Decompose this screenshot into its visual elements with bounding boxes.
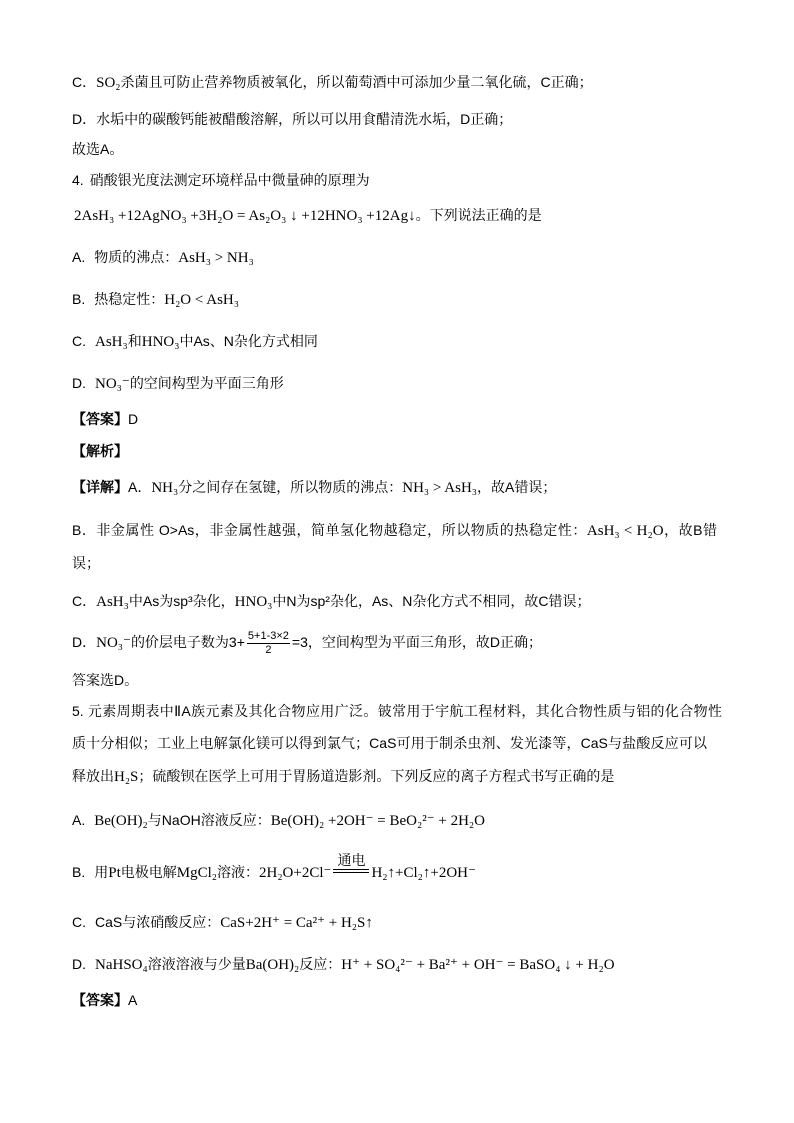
reaction-condition-label: 通电 — [337, 852, 366, 868]
answer-value: A — [128, 992, 138, 1008]
so2-formula: SO₂ — [96, 75, 121, 91]
q5-option-d — [72, 954, 615, 975]
detail-label: D． — [72, 111, 97, 127]
q4-detail-a — [72, 477, 556, 498]
detail-text: 分之间存在氢键，所以物质的沸点： — [178, 479, 403, 495]
option-formula: NaOH — [161, 812, 201, 828]
ionic-equation: Be(OH)₂ +2OH⁻ = BeO₂²⁻ + 2H₂O — [270, 813, 485, 829]
option-text: 和 — [127, 333, 142, 349]
detail-text: 杀菌且可防止营养物质被氧化，所以葡萄酒中可添加少量二氧化硫，C正确； — [120, 74, 593, 90]
q4-detail-c — [72, 591, 591, 612]
fraction-numerator: 5+1-3×2 — [247, 630, 289, 642]
option-text: 反应： — [299, 956, 342, 972]
q5-option-b — [72, 852, 476, 883]
q4-option-b — [72, 289, 239, 310]
option-formula: AsH₃ — [95, 334, 128, 350]
reaction-equation: 2AsH₃ +12AgNO₃ +3H₂O = As₂O₃ ↓ +12HNO₃ +12Ag↓ — [74, 208, 416, 224]
equation-lhs: 2H₂O+2Cl⁻ — [259, 865, 332, 881]
q4-conclusion: 答案选D。 — [72, 672, 139, 688]
detail-text: 中N为sp²杂化，As、N杂化方式不相同，故C错误； — [272, 593, 591, 609]
q3-detail-option-d — [72, 109, 512, 129]
detail-label: C． — [72, 74, 97, 90]
detail-text: B．非金属性 O>As，非金属性越强，简单氢化物越稳定，所以物质的热稳定性： — [72, 522, 587, 538]
option-text: 热稳定性： — [94, 291, 165, 307]
option-text: 与 — [147, 812, 162, 828]
q5-stem-line-2: 质十分相似；工业上电解氯化镁可以得到氯气；CaS可用于制杀虫剂、发光漆等，CaS与盐酸反应可以 — [72, 735, 707, 751]
detail-text: 的价层电子数为3+ — [130, 634, 245, 651]
detail-formula: AsH₃ < H₂O — [586, 523, 664, 539]
detail-text: =3，空间构型为平面三角形，故D正确； — [291, 634, 542, 651]
q3-detail-option-c — [72, 72, 593, 93]
q5-option-c — [72, 912, 373, 933]
detail-formula: NH₃ > AsH₃ — [402, 480, 478, 496]
detail-text: 中As为sp³杂化， — [128, 593, 235, 609]
q5-answer — [72, 990, 137, 1010]
q5-option-a — [72, 810, 485, 831]
q4-detail-d — [72, 630, 542, 657]
valence-electron-fraction — [247, 630, 290, 657]
ionic-equation: H⁺ + SO₄²⁻ + Ba²⁺ + OH⁻ = BaSO₄ ↓ + H₂O — [341, 957, 615, 973]
option-text: 溶液反应： — [200, 812, 271, 828]
answer-tag: 【答案】 — [72, 992, 128, 1008]
option-formula: NO₃⁻ — [95, 376, 130, 392]
q4-detail-b — [72, 520, 717, 541]
q4-answer — [72, 409, 138, 429]
question-number: 4. — [72, 172, 84, 188]
ionic-equation: CaS+2H⁺ = Ca²⁺ + H₂S↑ — [220, 915, 373, 931]
q4-option-c — [72, 331, 318, 352]
q4-analysis-tag: 【解析】 — [72, 443, 128, 459]
option-label: C. — [72, 914, 86, 930]
detail-formula: AsH₃ — [96, 594, 129, 610]
option-formula: H₂O < AsH₃ — [164, 292, 239, 308]
fraction-denominator: 2 — [265, 644, 272, 656]
detail-text: ，故A错误； — [477, 479, 557, 495]
detail-label: A． — [128, 479, 152, 495]
reaction-condition-bar — [333, 869, 369, 873]
option-label: D. — [72, 956, 86, 972]
answer-tag: 【答案】 — [72, 411, 128, 427]
detail-formula: NH₃ — [151, 480, 179, 496]
equation-rhs: H₂↑+Cl₂↑+2OH⁻ — [371, 865, 476, 881]
option-formula: HNO₃ — [141, 334, 180, 350]
q3-conclusion: 故选A。 — [72, 141, 124, 157]
option-text: 的空间构型为平面三角形 — [129, 375, 284, 391]
detail-formula: NO₃⁻ — [96, 635, 131, 652]
detail-formula: HNO₃ — [234, 594, 273, 610]
option-formula: MgCl₂ — [176, 865, 217, 881]
option-text: 溶液溶液与少量 — [147, 956, 246, 972]
option-formula: Be(OH)₂ — [94, 813, 148, 829]
option-text: 中As、N杂化方式相同 — [179, 333, 318, 349]
option-formula: NaHSO₄ — [95, 957, 148, 973]
option-text: 用 — [94, 864, 109, 880]
q4-option-d — [72, 373, 284, 394]
question-stem-text: 硝酸银光度法测定环境样品中微量砷的原理为 — [89, 172, 370, 188]
option-text: CaS与浓硝酸反应： — [95, 914, 221, 930]
option-text: 物质的沸点： — [94, 249, 179, 265]
q4-option-a — [72, 247, 254, 268]
detail-label: D． — [72, 634, 97, 651]
option-formula: AsH₃ > NH₃ — [178, 250, 254, 266]
option-label: C. — [72, 333, 86, 349]
detail-label: C． — [72, 593, 97, 609]
option-label: B. — [72, 291, 86, 307]
detail-tag: 【详解】 — [72, 479, 128, 495]
q5-stem-line-3 — [72, 766, 614, 787]
reaction-condition — [333, 852, 369, 877]
question-stem-tail: 。下列说法正确的是 — [415, 207, 542, 223]
option-text: 溶液： — [217, 864, 259, 880]
stem-formula: H₂S — [114, 769, 139, 785]
detail-text: 水垢中的碳酸钙能被醋酸溶解，所以可以用食醋清洗水垢，D正确； — [96, 111, 513, 127]
option-label: A. — [72, 249, 86, 265]
q5-stem-line-1: 5. 元素周期表中ⅡA族元素及其化合物应用广泛。铍常用于宇航工程材料，其化合物性质与铝的化合物性 — [72, 703, 722, 719]
option-text: 电极电解 — [120, 864, 177, 880]
q4-equation-line — [74, 205, 542, 226]
option-label: A. — [72, 812, 86, 828]
option-label: B. — [72, 864, 86, 880]
option-formula: Ba(OH)₂ — [245, 957, 300, 973]
detail-text: ，故B错 — [663, 522, 717, 538]
q4-detail-b-wrap: 误； — [72, 555, 100, 571]
stem-text: ；硫酸钡在医学上可用于胃肠道造影剂。下列反应的离子方程式书写正确的是 — [138, 768, 615, 784]
option-label: D. — [72, 375, 86, 391]
answer-value: D — [128, 411, 139, 427]
stem-text: 释放出 — [72, 768, 114, 784]
option-formula: Pt — [108, 865, 121, 881]
q4-stem — [72, 170, 370, 190]
